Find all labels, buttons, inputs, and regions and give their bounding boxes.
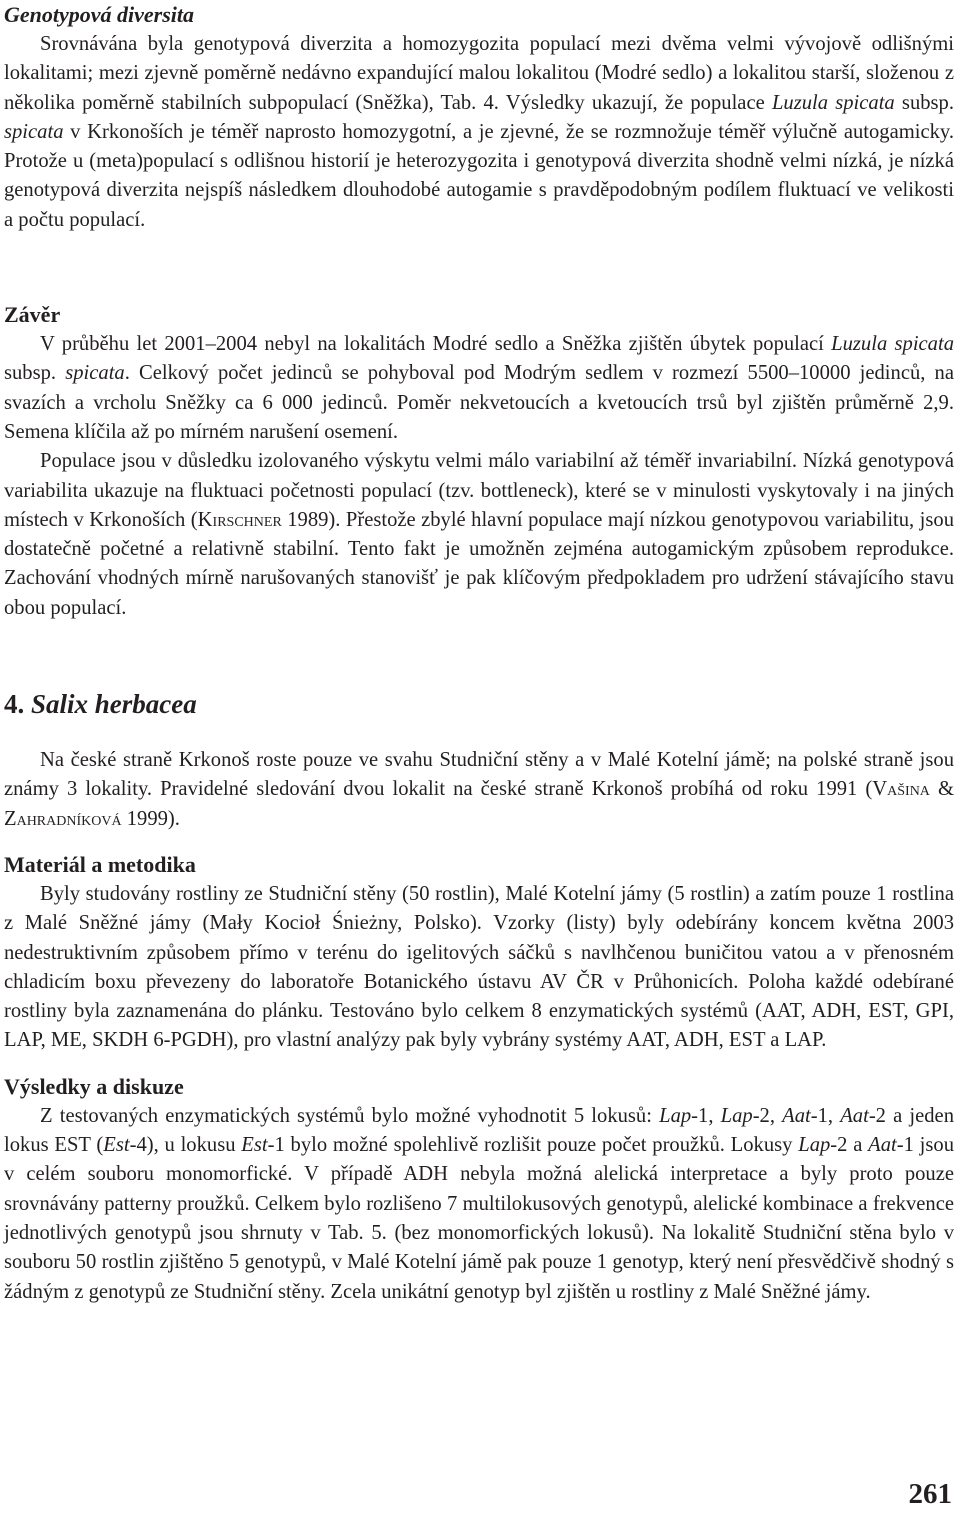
section-heading-zaver: Závěr [4,302,61,328]
section-heading-material-metodika: Materiál a metodika [4,851,196,877]
paragraph-material-metodika: Byly studovány rostliny ze Studniční stěny (50 rostlin), Malé Kotelní jámy (5 rostlin) a zatím pouze 1 rostlina z Malé Sněžné jámy (Mały Kocioł Śnieżny, Polsko). Vzorky (listy) byly odebírány koncem května 2003 nedestruktivním způsobem přímo v terénu do igelitových sáčků s navlhčenou buničitou vatou a v přenosném chladicím boxu převezeny do laboratoře Botanického ústavu AV ČR v Průhonicích. Poloha každé odebírané rostliny byla zaznamenána do plánku. Testováno bylo celkem 8 enzymatických systémů (AAT, ADH, EST, GPI, LAP, ME, SKDH 6-PGDH), pro vlastní analýzy pak byly vybrány systémy AAT, ADH, EST a LAP. [4,882,954,1052]
paragraph-zaver-2: Populace jsou v důsledku izolovaného výskytu velmi málo variabilní až téměř invariabilní. Nízká genotypová variabilita ukazuje na fluktuaci početnosti populací (tzv. bottleneck), které se v minulosti vyskytovaly i na jiných místech v Krkonoších (Kirschner 1989). Přestože zbylé hlavní populace mají nízkou genotypovou variabilitu, jsou dostatečně početné a relativně stabilní. Tento fakt je umožněn zejména autogamickým způsobem reprodukce. Zachování vhodných mírně narušovaných stanovišť je pak klíčovým předpokladem pro udržení stávajícího stavu obou populací. [4,450,954,619]
document-page [4,0,954,1307]
paragraph-genotypova-diversita: Srovnávána byla genotypová diverzita a homozygozita populací mezi dvěma velmi vývojově odlišnými lokalitami; mezi zjevně poměrně nedávno expandující malou lokalitou (Modré sedlo) a lokalitou starší, složenou z několika poměrně stabilních subpopulací (Sněžka), Tab. 4. Výsledky ukazují, že populace Luzula spicata subsp. spicata v Krkonoších je téměř naprosto homozygotní, a je zjevné, že se rozmnožuje téměř výlučně autogamicky. Protože u (meta)populací s odlišnou historií je heterozygozita i genotypová diverzita shodně velmi nízká, je nízká genotypová diverzita nejspíš následkem dlouhodobé autogamie s pravděpodobným podílem fluktuací ve velikosti a počtu populací. [4,33,954,231]
chapter-heading-salix-herbacea: 4. Salix herbacea [4,689,197,720]
paragraph-vysledky-diskuze: Z testovaných enzymatických systémů bylo možné vyhodnotit 5 lokusů: Lap-1, Lap-2, Aat-1, Aat-2 a jeden lokus EST (Est-4), u lokusu Est-1 bylo možné spolehlivě rozlišit pouze počet proužků. Lokusy Lap-2 a Aat-1 jsou v celém souboru monomorfické. V případě ADH nebyla možná alelická interpretace a byly proto pouze srovnávány patterny proužků. Celkem bylo rozlišeno 7 multilokusových genotypů, alelické kombinace a frekvence jednotlivých genotypů jsou shrnuty v Tab. 5. (bez monomorfických lokusů). Na lokalitě Studniční stěna bylo v souboru 50 rostlin zjištěno 5 genotypů, v Malé Kotelní jámě pak pouze 1 genotyp, který není přesvědčivě shodný s žádným z genotypů ze Studniční stěny. Zcela unikátní genotyp byl zjištěn u rostliny z Malé Sněžné jámy. [4,1104,955,1303]
paragraph-salix-intro: Na české straně Krkonoš roste pouze ve svahu Studniční stěny a v Malé Kotelní jámě; na polské straně jsou známy 3 lokality. Pravidelné sledování dvou lokalit na české straně Krkonoš probíhá od roku 1991 (Vašina & Zahradníková 1999). [4,749,955,830]
section-heading-genotypova-diversita: Genotypová diversita [4,2,195,27]
page-number: 261 [908,1478,952,1510]
section-heading-vysledky-diskuze: Výsledky a diskuze [4,1073,184,1099]
paragraph-zaver-1: V průběhu let 2001–2004 nebyl na lokalitách Modré sedlo a Sněžka zjištěn úbytek populací Luzula spicata subsp. spicata. Celkový počet jedinců se pohyboval pod Modrým sedlem v rozmezí 5500–10000 jedinců, na svazích a vrcholu Sněžky ca 6 000 jedinců. Poměr nekvetoucích a kvetoucích trsů byl zjištěn průměrně 2,9. Semena klíčila až po mírném narušení osemení. [4,333,954,443]
